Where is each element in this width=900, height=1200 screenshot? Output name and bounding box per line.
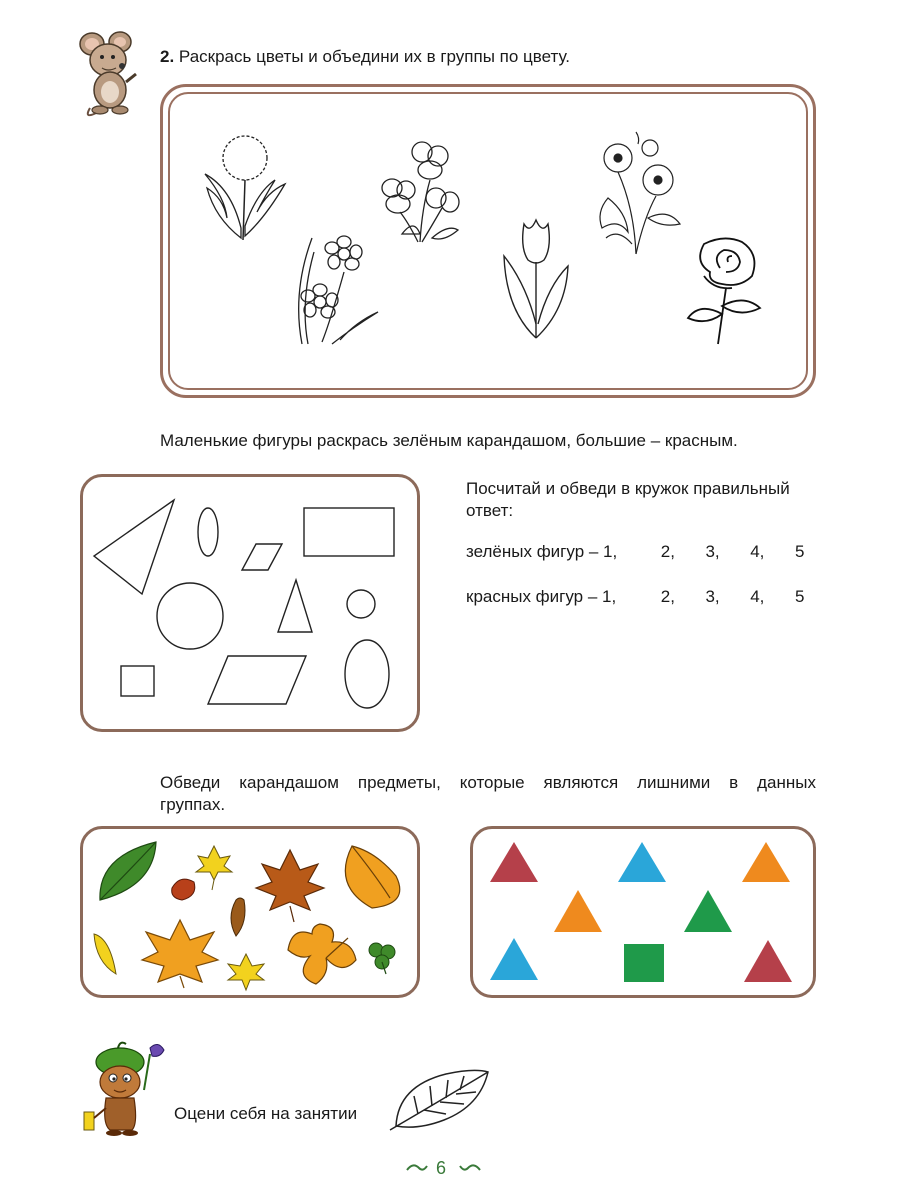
shapes-panel — [80, 474, 420, 732]
orange-maple-leaf-icon — [142, 920, 218, 988]
green-option-2[interactable]: 2, — [660, 542, 675, 561]
count-prompt — [466, 478, 790, 522]
red-option-3[interactable]: 3, — [705, 587, 720, 606]
self-assessment-label: Оцени себя на занятии — [174, 1104, 358, 1123]
blue-triangle-shape-2 — [490, 938, 538, 980]
pansy-icon — [372, 138, 467, 246]
large-rectangle-shape — [304, 508, 394, 556]
tulip-icon — [500, 214, 572, 342]
dandelion-icon — [195, 128, 290, 248]
green-option-3[interactable]: 3, — [705, 542, 720, 561]
small-yellow-maple-icon — [196, 846, 232, 890]
green-label: зелёных фигур – 1, — [466, 542, 618, 561]
rose-icon — [680, 232, 770, 348]
red-option-2[interactable]: 2, — [660, 587, 675, 606]
narcissus-icon — [282, 232, 382, 350]
odd-instruction-line-1: Обведи карандашом предметы, которые являются лишними в данных — [160, 773, 816, 792]
leaves-panel — [80, 826, 420, 998]
count-prompt-line-2: ответ: — [466, 501, 514, 520]
orange-elm-leaf-icon — [345, 846, 399, 908]
green-square-shape — [624, 944, 664, 982]
acorn-character-icon — [80, 1038, 172, 1138]
odd-instruction-line-2: группах. — [160, 795, 226, 814]
small-oval-shape — [198, 508, 218, 556]
triangles-panel — [470, 826, 816, 998]
leaf-outline-icon[interactable] — [388, 1066, 492, 1132]
red-triangle-shape — [490, 842, 538, 882]
count-prompt-line-1: Посчитай и обведи в кружок правильный — [466, 479, 790, 498]
brown-oak-leaf-icon — [231, 898, 245, 936]
small-rhombus-shape — [242, 544, 282, 570]
task-2-heading — [160, 46, 570, 68]
red-triangle-shape-2 — [744, 940, 792, 982]
green-clover-leaf-icon — [369, 943, 395, 974]
page-ornament-icon-right — [458, 1160, 482, 1176]
large-oval-shape — [345, 640, 389, 708]
red-answer-row — [466, 586, 815, 608]
task-number: 2. — [160, 47, 175, 66]
page-number: 6 — [436, 1158, 447, 1178]
yellow-leaf-icon — [94, 934, 116, 974]
green-option-5[interactable]: 5 — [794, 542, 805, 561]
small-triangle-shape — [278, 580, 312, 632]
large-circle-shape — [157, 583, 223, 649]
brown-maple-leaf-icon — [256, 850, 324, 922]
green-answer-row — [466, 541, 815, 563]
red-label: красных фигур – 1, — [466, 587, 617, 606]
small-circle-shape — [347, 590, 375, 618]
orange-oak-leaf-icon — [288, 924, 356, 984]
shapes-instruction: Маленькие фигуры раскрась зелёным карандашом, большие – красным. — [160, 431, 738, 450]
green-option-4[interactable]: 4, — [750, 542, 765, 561]
green-triangle-shape — [684, 890, 732, 932]
orange-triangle-shape — [742, 842, 790, 882]
large-triangle-shape — [94, 500, 174, 594]
small-red-leaf-icon — [172, 879, 195, 900]
page-ornament-icon — [405, 1160, 429, 1176]
large-parallelogram-shape — [208, 656, 306, 704]
red-option-4[interactable]: 4, — [750, 587, 765, 606]
red-option-5[interactable]: 5 — [794, 587, 805, 606]
green-leaf-icon — [100, 842, 156, 900]
poppy-bouquet-icon — [588, 128, 688, 258]
task-2-instruction: Раскрась цветы и объедини их в группы по цвету. — [178, 47, 570, 66]
mouse-icon — [78, 30, 148, 122]
orange-triangle-shape-2 — [554, 890, 602, 932]
yellow-maple-leaf-icon — [228, 954, 264, 990]
blue-triangle-shape — [618, 842, 666, 882]
small-square-shape — [121, 666, 154, 696]
